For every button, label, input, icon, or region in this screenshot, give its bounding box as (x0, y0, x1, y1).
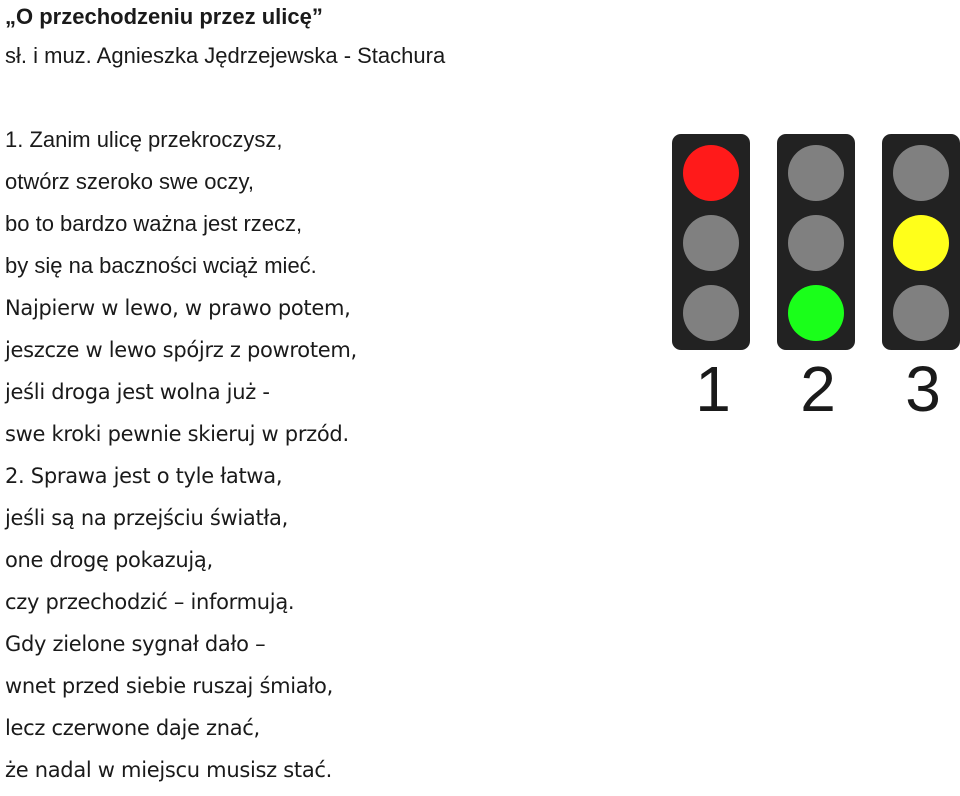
traffic-light-3 (882, 134, 960, 350)
traffic-light-label-3: 3 (905, 353, 941, 425)
lamp-green-on (788, 285, 844, 341)
lamp-off (788, 145, 844, 201)
lyric-line: bo to bardzo ważna jest rzecz, (5, 211, 303, 236)
lyric-line: jeśli droga jest wolna już - (5, 380, 270, 404)
lyric-line: że nadal w miejscu musisz stać. (5, 758, 333, 782)
traffic-lights-illustration (665, 128, 960, 428)
lyric-line: by się na baczności wciąż mieć. (5, 253, 317, 278)
lyric-line: 1. Zanim ulicę przekroczysz, (5, 127, 283, 152)
lamp-off (683, 285, 739, 341)
traffic-light-label-1: 1 (695, 353, 731, 425)
traffic-light-2 (777, 134, 855, 350)
lyric-line: lecz czerwone daje znać, (5, 716, 260, 740)
lyric-line: swe kroki pewnie skieruj w przód. (5, 422, 349, 446)
lyric-line: Gdy zielone sygnał dało – (5, 632, 266, 656)
song-title: „O przechodzeniu przez ulicę” (5, 4, 323, 29)
lyric-line: wnet przed siebie ruszaj śmiało, (5, 674, 333, 698)
lamp-off (683, 215, 739, 271)
lyric-line: czy przechodzić – informują. (5, 590, 295, 614)
lyric-line: Najpierw w lewo, w prawo potem, (5, 296, 351, 320)
lyric-line: 2. Sprawa jest o tyle łatwa, (5, 464, 283, 488)
lyric-line: one drogę pokazują, (5, 548, 213, 572)
lamp-off (893, 145, 949, 201)
lyric-line: jeśli są na przejściu światła, (5, 506, 288, 530)
song-author: sł. i muz. Agnieszka Jędrzejewska - Stachura (5, 43, 446, 68)
traffic-light-1 (672, 134, 750, 350)
lamp-yellow-on (893, 215, 949, 271)
lyric-line: jeszcze w lewo spójrz z powrotem, (5, 338, 357, 362)
lamp-red-on (683, 145, 739, 201)
lamp-off (788, 215, 844, 271)
lyric-line: otwórz szeroko swe oczy, (5, 169, 255, 194)
traffic-light-label-2: 2 (800, 353, 836, 425)
lyrics-list (5, 124, 357, 796)
lamp-off (893, 285, 949, 341)
